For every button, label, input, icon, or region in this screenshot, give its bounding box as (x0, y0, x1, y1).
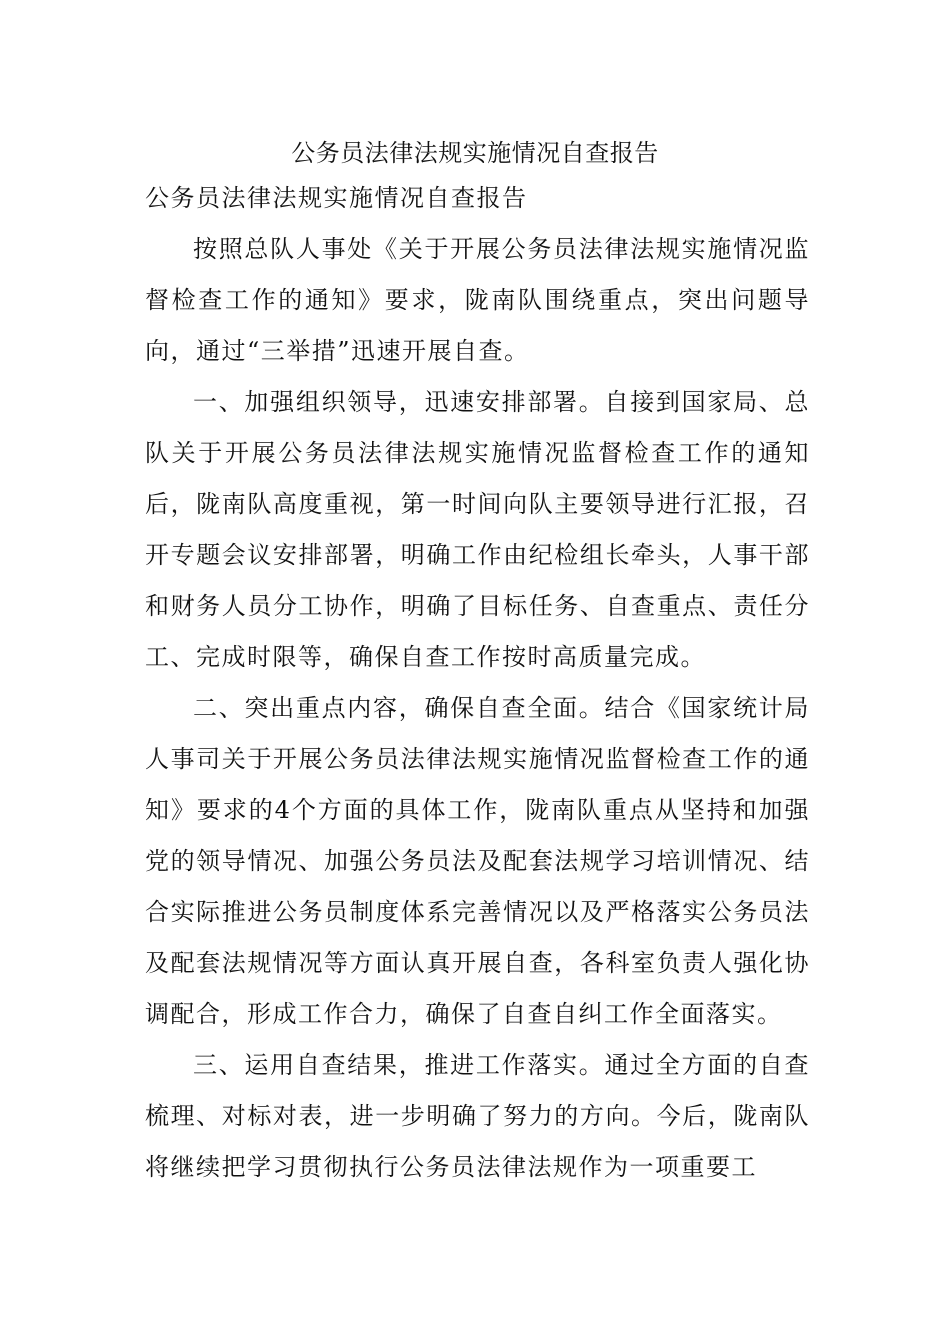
document-body (145, 173, 810, 1193)
document-subtitle: 公务员法律法规实施情况自查报告 (145, 184, 528, 212)
paragraph-section-3: 三、运用自查结果，推进工作落实。通过全方面的自查梳理、对标对表，进一步明确了努力的方向。今后，陇南队将继续把学习贯彻执行公务员法律法规作为一项重要工 (145, 1051, 810, 1181)
paragraph-section-1: 一、加强组织领导，迅速安排部署。自接到国家局、总队关于开展公务员法律法规实施情况监督检查工作的通知后，陇南队高度重视，第一时间向队主要领导进行汇报，召开专题会议安排部署，明确工作由纪检组长牵头，人事干部和财务人员分工协作，明确了目标任务、自查重点、责任分工、完成时限等，确保自查工作按时高质量完成。 (145, 388, 810, 671)
paragraph-intro: 按照总队人事处《关于开展公务员法律法规实施情况监督检查工作的通知》要求，陇南队围绕重点，突出问题导向，通过“三举措”迅速开展自查。 (145, 235, 810, 365)
paragraph-section-2: 二、突出重点内容，确保自查全面。结合《国家统计局人事司关于开展公务员法律法规实施情况监督检查工作的通知》要求的4个方面的具体工作，陇南队重点从坚持和加强党的领导情况、加强公务员法及配套法规学习培训情况、结合实际推进公务员制度体系完善情况以及严格落实公务员法及配套法规情况等方面认真开展自查，各科室负责人强化协调配合，形成工作合力，确保了自查自纠工作全面落实。 (145, 694, 810, 1028)
document-title: 公务员法律法规实施情况自查报告 (291, 139, 659, 167)
